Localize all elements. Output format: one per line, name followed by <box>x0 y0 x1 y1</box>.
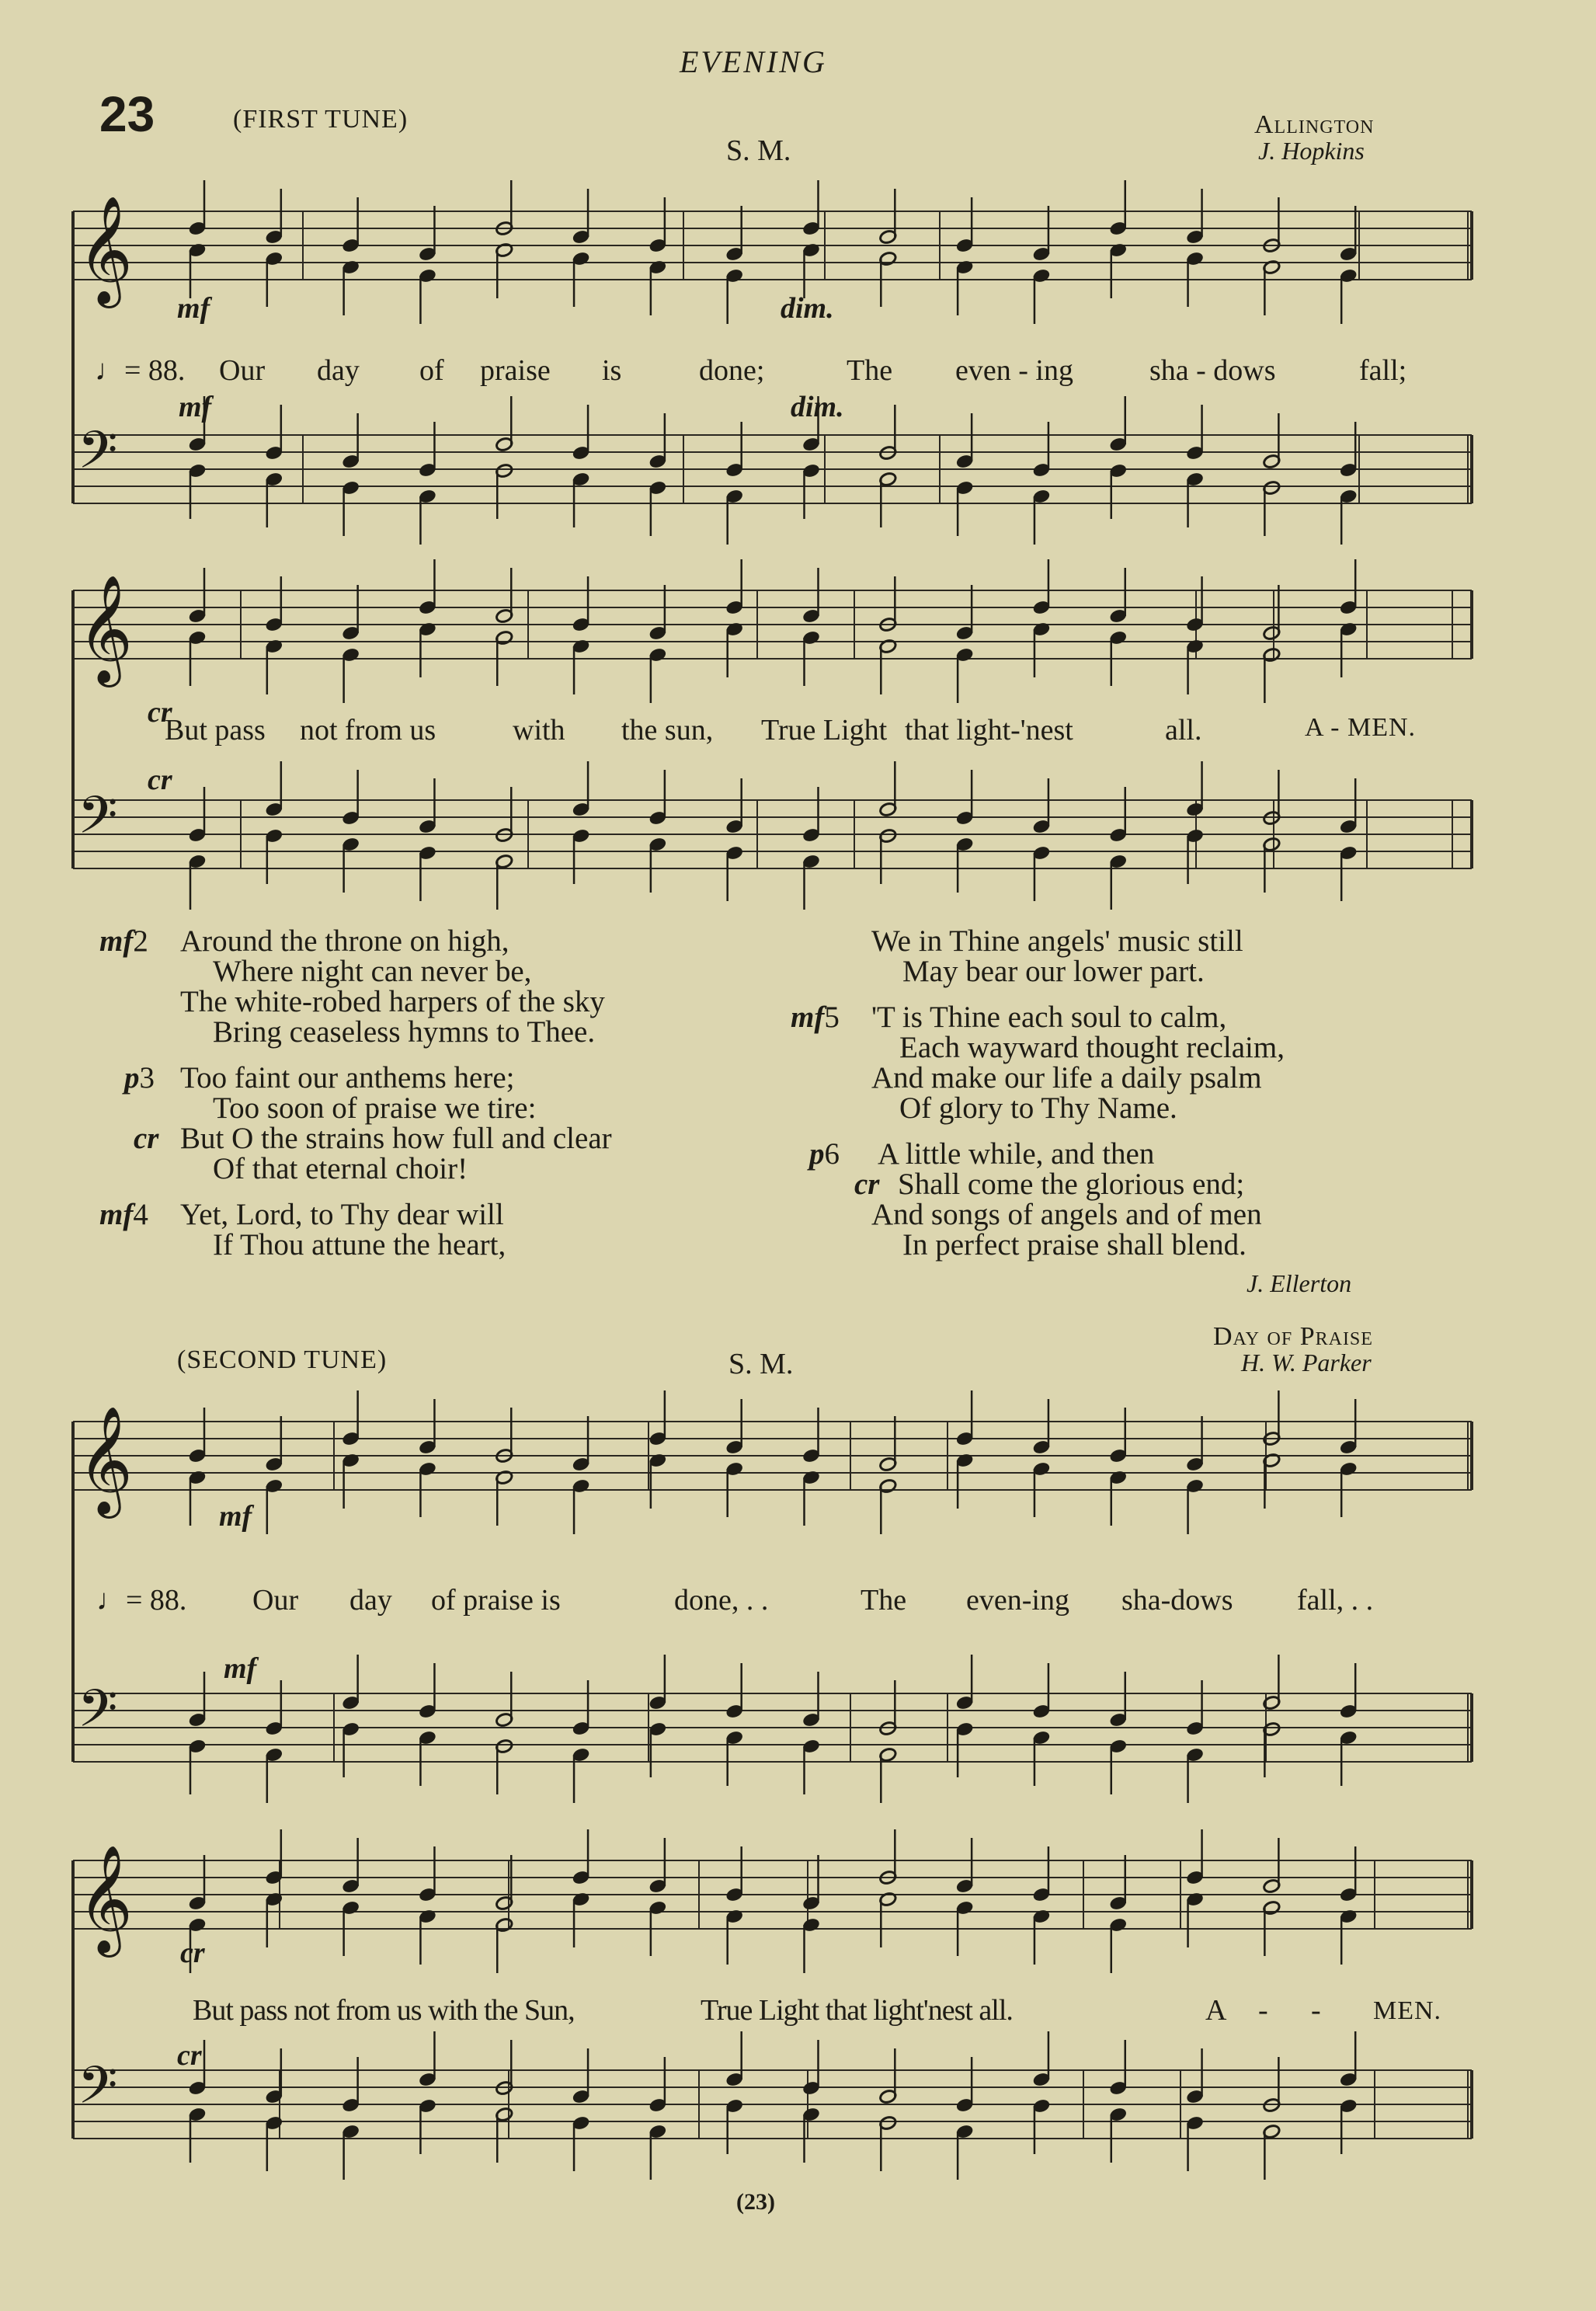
clef-icon: 𝄢 <box>78 2055 118 2128</box>
lyric: sha - dows <box>1149 354 1276 387</box>
first-tune-composer: J. Hopkins <box>1258 137 1365 165</box>
lyric-amen: A - MEN. <box>1305 713 1417 742</box>
first-tune-name: Allington <box>1254 110 1375 139</box>
lyric: - <box>1311 1994 1321 2027</box>
verse-4: mf4 Yet, Lord, to Thy dear will If Thou attune the heart, <box>99 1198 506 1262</box>
lyric: of praise is <box>431 1584 561 1617</box>
lyric: done, . . <box>674 1584 769 1617</box>
clef-icon: 𝄞 <box>78 575 133 683</box>
lyric: of <box>419 354 444 387</box>
lyric: is <box>602 354 622 387</box>
verse-5: mf5 'T is Thine each soul to calm, Each wayward thought reclaim, And make our life a daily psalm Of glory to Thy Name. <box>791 1001 1285 1125</box>
lyric: even-ing <box>966 1584 1069 1617</box>
first-tune-meter: S. M. <box>726 134 791 167</box>
second-tune-meter: S. M. <box>728 1348 794 1380</box>
lyric: A <box>1205 1994 1227 2027</box>
lyric: the sun, <box>621 714 714 747</box>
dynamic-mark: dim. <box>781 292 834 325</box>
lyric: day <box>349 1584 392 1617</box>
page-number: (23) <box>736 2189 775 2215</box>
section-title: EVENING <box>680 44 827 79</box>
lyric: praise <box>480 354 551 387</box>
dynamic-mark: mf <box>177 292 210 325</box>
dynamic-mark: mf <box>219 1500 252 1533</box>
verse-block-right <box>791 924 1477 1262</box>
tempo-marking: ♩= 88. <box>96 1584 187 1617</box>
verse-4-cont: We in Thine angels' music still May bear our lower part. <box>871 924 1243 988</box>
lyric: The <box>847 354 893 387</box>
lyric: done; <box>699 354 765 387</box>
clef-icon: 𝄞 <box>78 196 133 304</box>
verse-6: p6 A little while, and then cr Shall come the glorious end; And songs of angels and of men In perfect praise shall blend. <box>809 1137 1262 1262</box>
lyric: not from us <box>300 714 436 747</box>
dynamic-mark: cr <box>177 2039 202 2072</box>
clef-icon: 𝄢 <box>78 420 118 492</box>
verse-2: mf2 Around the throne on high, Where night can never be, The white-robed harpers of the sky Bring ceaseless hymns to Thee. <box>99 924 605 1049</box>
first-tune-label: (FIRST TUNE) <box>233 105 409 134</box>
lyric: with <box>513 714 565 747</box>
dynamic-mark: mf <box>179 391 212 423</box>
clef-icon: 𝄞 <box>78 1845 133 1953</box>
lyric: But pass not from us with the Sun, <box>193 1994 575 2027</box>
lyric: that light-'nest <box>905 714 1073 747</box>
verse-block-left <box>99 924 770 1262</box>
dynamic-mark: cr <box>148 764 172 796</box>
lyric: Our <box>252 1584 299 1617</box>
dynamic-mark: mf <box>224 1652 257 1685</box>
lyric: day <box>317 354 360 387</box>
hymn-number: 23 <box>99 86 155 142</box>
lyric-amen: MEN. <box>1373 1996 1442 2025</box>
lyric: fall, . . <box>1297 1584 1374 1617</box>
clef-icon: 𝄢 <box>78 1679 118 1751</box>
dynamic-mark: cr <box>180 1937 205 1969</box>
lyric: The <box>861 1584 907 1617</box>
lyric: all. <box>1165 714 1202 747</box>
second-tune-name: Day of Praise <box>1213 1322 1373 1351</box>
lyric: Our <box>219 354 266 387</box>
lyric: fall; <box>1359 354 1407 387</box>
clef-icon: 𝄞 <box>78 1406 133 1514</box>
text-author: J. Ellerton <box>1247 1269 1352 1297</box>
lyric: True Light that light'nest all. <box>701 1994 1013 2027</box>
lyric: But pass <box>165 714 266 747</box>
dynamic-mark: dim. <box>791 391 844 423</box>
lyric: - <box>1258 1994 1268 2027</box>
lyric: sha-dows <box>1121 1584 1233 1617</box>
tempo-marking: ♩= 88. <box>95 354 186 387</box>
verse-3: p3 Too faint our anthems here; Too soon of praise we tire: cr But O the strains how full and clear Of that eternal choir! <box>124 1061 612 1185</box>
lyric: even - ing <box>955 354 1073 387</box>
clef-icon: 𝄢 <box>78 785 118 858</box>
dynamic-mark: cr <box>148 696 172 729</box>
second-tune-label: (SECOND TUNE) <box>177 1345 388 1374</box>
lyric: True Light <box>761 714 888 747</box>
second-tune-composer: H. W. Parker <box>1241 1349 1372 1377</box>
